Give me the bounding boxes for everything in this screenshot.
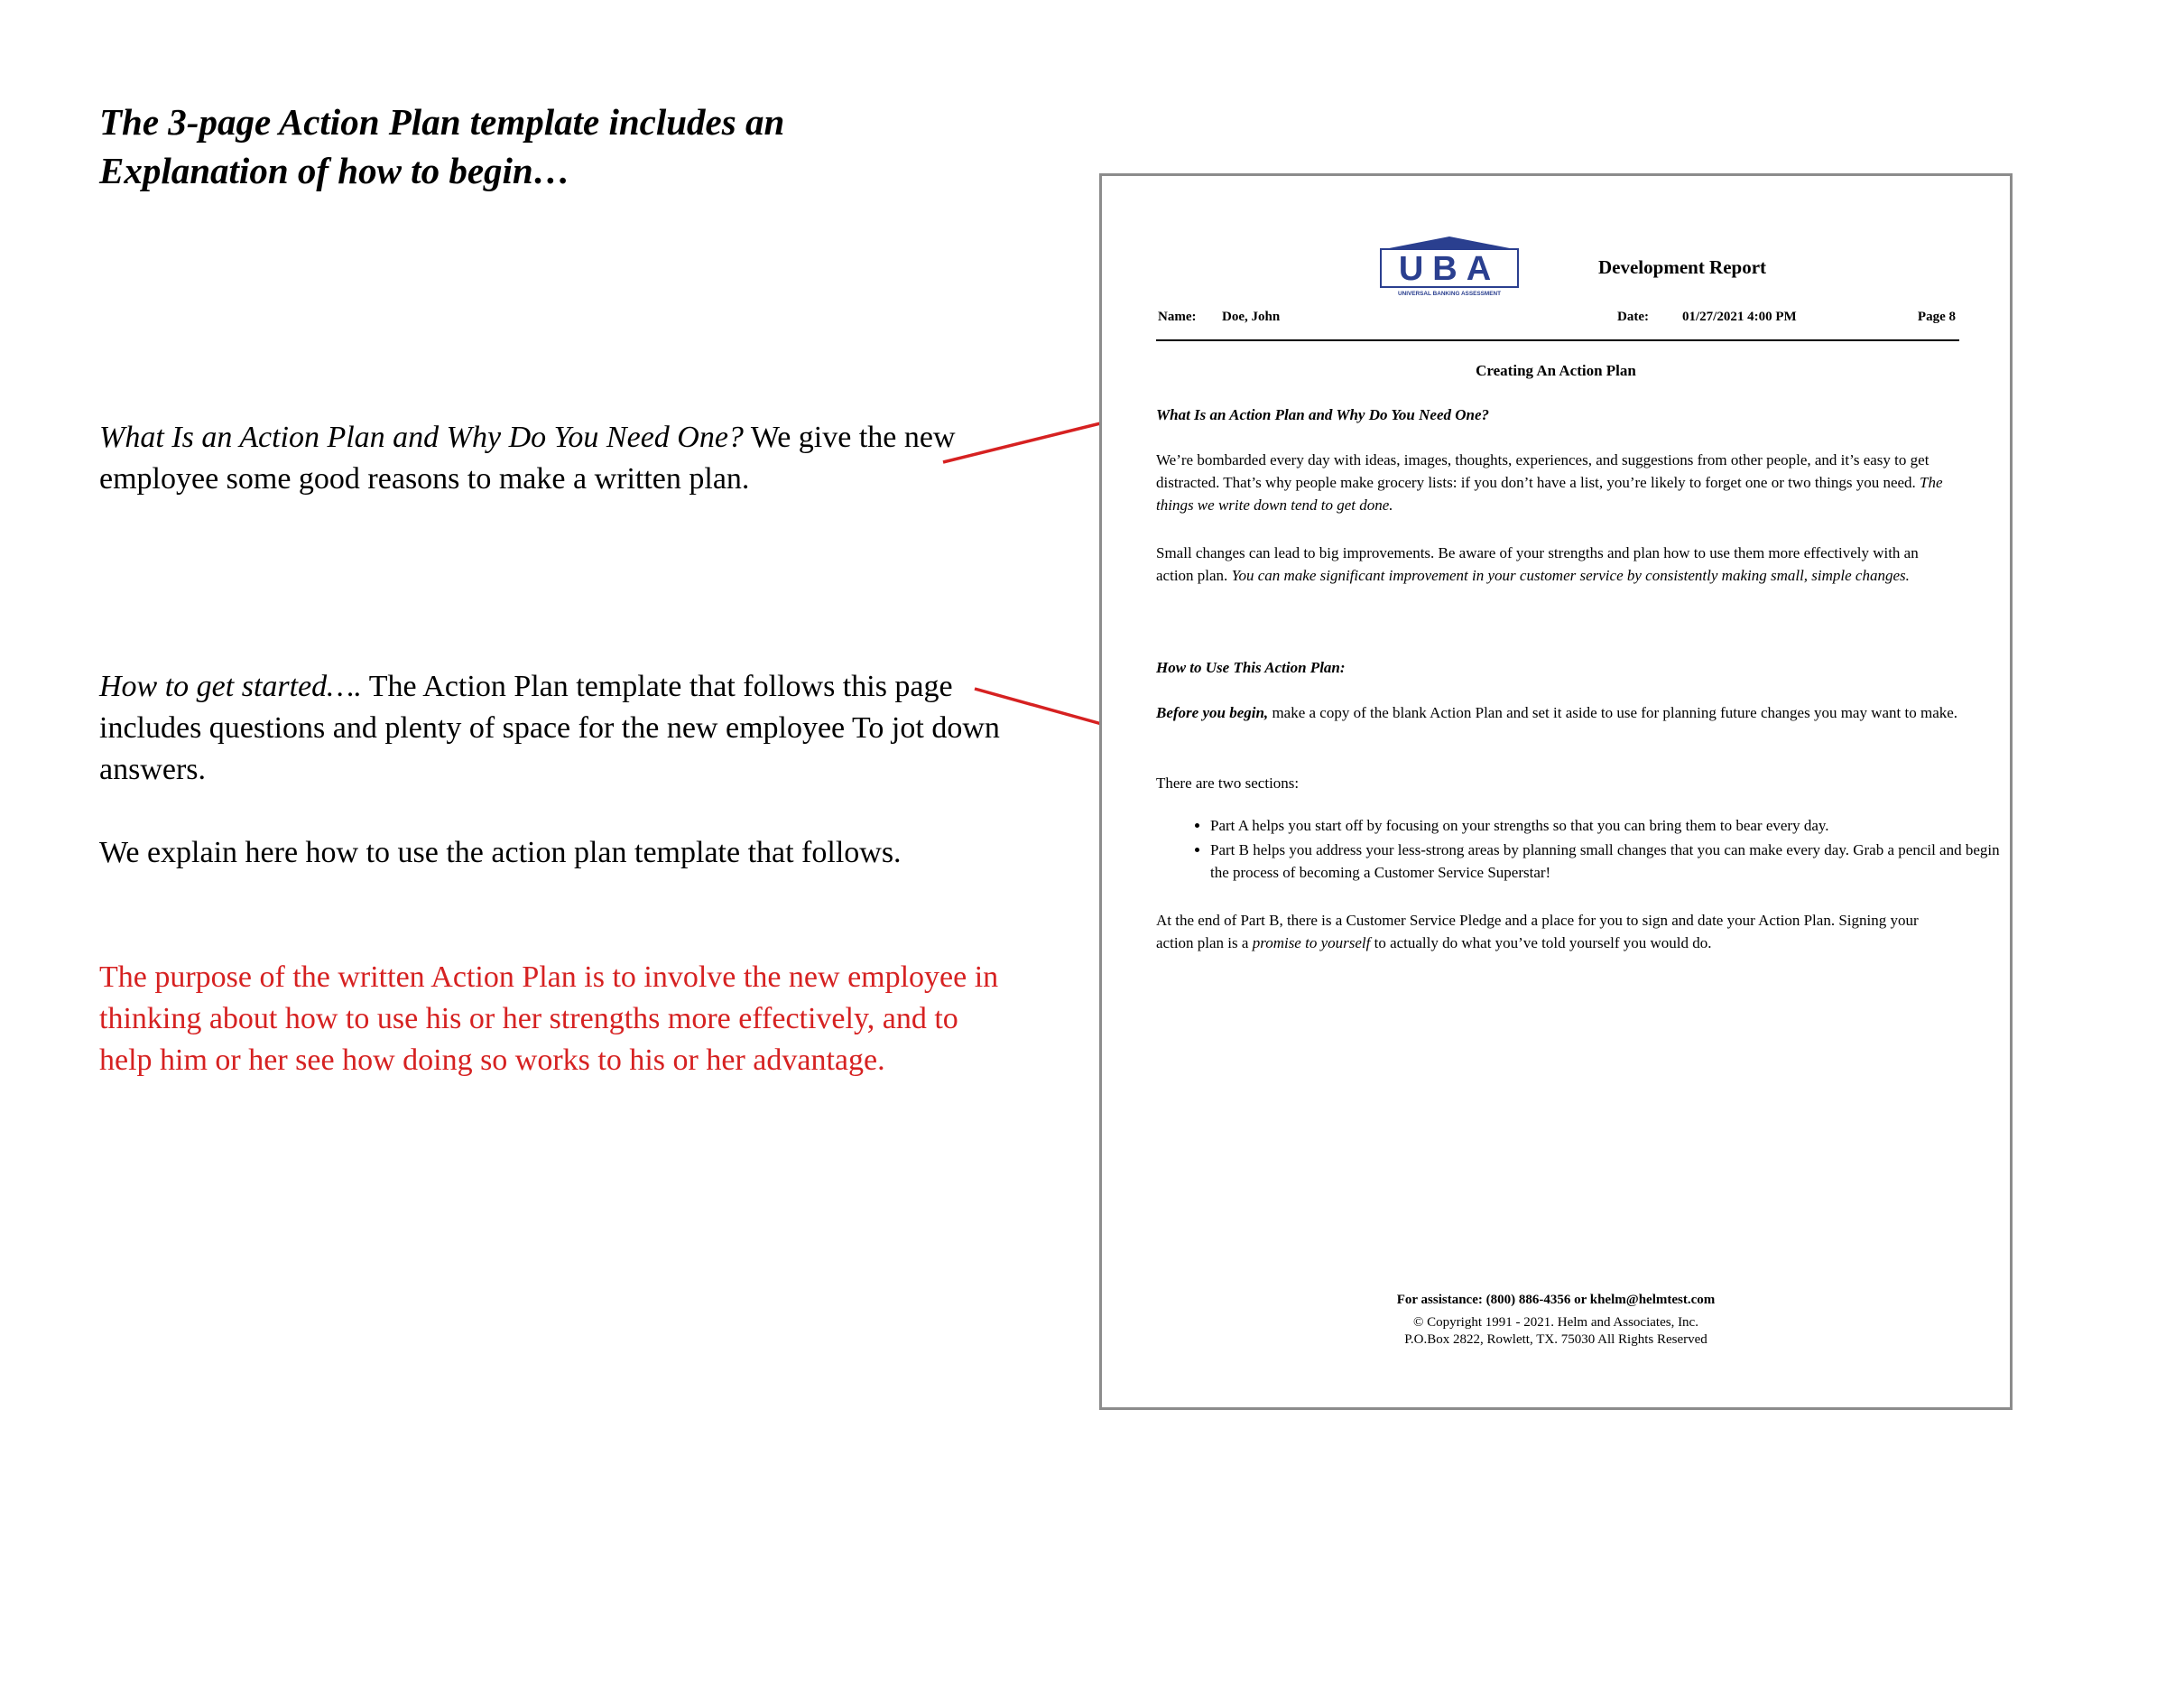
doc-paragraph-1-text: We’re bombarded every day with ideas, images, thoughts, experiences, and suggestions from other people, and it’s easy to get distracted. That’s why people make grocery lists: if you don’t have a list, you’re likely to forget one or two things you need. bbox=[1156, 451, 1930, 491]
doc-paragraph-3 bbox=[1156, 701, 1959, 724]
doc-paragraph-2-italic: You can make significant improvement in your customer service by consistently making small, simple changes. bbox=[1231, 567, 1910, 584]
report-title: Development Report bbox=[1598, 256, 1767, 278]
footer-address: P.O.Box 2822, Rowlett, TX. 75030 All Rights Reserved bbox=[1404, 1332, 1707, 1347]
section-action-plan-body: We give the new employee some good reasons to make a written plan. bbox=[99, 421, 956, 496]
section-explain: We explain here how to use the action plan template that follows. bbox=[99, 836, 902, 869]
uba-logo bbox=[1377, 235, 1522, 298]
uba-logo-subtitle: UNIVERSAL BANKING ASSESSMENT bbox=[1398, 291, 1501, 297]
footer-assistance: For assistance: (800) 886-4356 or khelm@helmtest.com bbox=[1396, 1293, 1716, 1307]
doc-paragraph-3-bold: Before you begin, bbox=[1156, 704, 1269, 721]
list-item-part-a: • Part A helps you start off by focusing on your strengths so that you can bring them to bear every day. bbox=[1210, 814, 2013, 837]
date-label: Date: bbox=[1617, 310, 1649, 324]
section-action-plan-lead: What Is an Action Plan and Why Do You Need One? bbox=[99, 421, 744, 454]
doc-subheading-how-to-use: How to Use This Action Plan: bbox=[1156, 659, 1346, 676]
report-page bbox=[1099, 173, 2013, 1410]
doc-paragraph-2-text: Small changes can lead to big improvements. Be aware of your strengths and plan how to use them more effectively with an action plan. bbox=[1156, 544, 1919, 584]
doc-subheading-what-is: What Is an Action Plan and Why Do You Need One? bbox=[1156, 406, 1490, 423]
date-value: 01/27/2021 4:00 PM bbox=[1682, 310, 1797, 324]
doc-paragraph-5-italic: promise to yourself bbox=[1252, 934, 1371, 951]
section-get-started-lead: How to get started…. bbox=[99, 670, 362, 703]
doc-paragraph-4: There are two sections: bbox=[1156, 774, 1300, 792]
header-divider bbox=[1156, 339, 1959, 341]
section-get-started-body: The Action Plan template that follows this page includes questions and plenty of space for the new employee To jot down answers. bbox=[99, 670, 1000, 786]
doc-paragraph-2 bbox=[1156, 542, 1959, 587]
main-title-line-1: The 3-page Action Plan template includes an bbox=[99, 101, 785, 143]
main-title-line-2: Explanation of how to begin… bbox=[99, 150, 570, 191]
list-item-part-b: • Part B helps you address your less-strong areas by planning small changes that you can make every day. Grab a pencil and begin the process of becoming a Customer Service Superstar! bbox=[1210, 839, 2013, 884]
doc-paragraph-5-text-b: to actually do what you’ve told yourself you would do. bbox=[1370, 934, 1712, 951]
doc-paragraph-1 bbox=[1156, 449, 1959, 516]
doc-section-list bbox=[1156, 814, 2013, 886]
doc-paragraph-5-text-a: At the end of Part B, there is a Customer Service Pledge and a place for you to sign and date your Action Plan. Signing your action plan is a bbox=[1156, 912, 1919, 951]
name-label: Name: bbox=[1158, 310, 1197, 324]
doc-paragraph-1-italic: The things we write down tend to get done. bbox=[1156, 474, 1943, 514]
page-number: Page 8 bbox=[1917, 310, 1956, 324]
doc-paragraph-5 bbox=[1156, 909, 1959, 954]
doc-paragraph-3-text: make a copy of the blank Action Plan and set it aside to use for planning future changes you may want to make. bbox=[1268, 704, 1958, 721]
footer-copyright: © Copyright 1991 - 2021. Helm and Associates, Inc. bbox=[1413, 1315, 1698, 1330]
section-purpose: The purpose of the written Action Plan is to involve the new employee in thinking about how to use his or her strengths more effectively, and to help him or her see how doing so works to his or her advantage. bbox=[99, 960, 999, 1077]
uba-logo-text: UBA bbox=[1398, 250, 1501, 288]
name-value: Doe, John bbox=[1222, 310, 1281, 324]
doc-heading: Creating An Action Plan bbox=[1476, 362, 1636, 379]
